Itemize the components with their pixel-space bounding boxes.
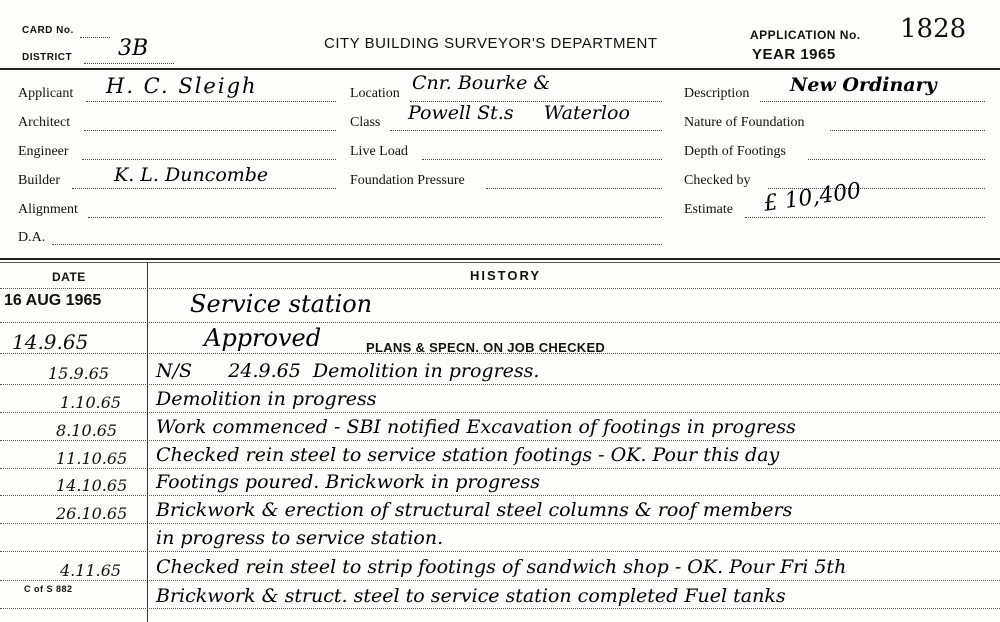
- inspection-stamp: PLANS & SPECN. ON JOB CHECKED: [366, 340, 606, 355]
- history-date: 1.10.65: [60, 393, 122, 412]
- history-entry: Checked rein steel to strip footings of sandwich shop - OK. Pour Fri 5th: [156, 556, 847, 578]
- history-date: 26.10.65: [56, 504, 128, 523]
- date-column-divider: [147, 262, 148, 622]
- engineer-label: Engineer: [18, 144, 69, 159]
- class-label: Class: [350, 115, 381, 130]
- history-entry: Service station: [190, 290, 373, 318]
- history-entry: N/S 24.9.65 Demolition in progress.: [156, 360, 540, 382]
- application-number: 1828: [900, 14, 967, 44]
- estimate-label: Estimate: [684, 202, 733, 217]
- history-header: HISTORY: [470, 268, 542, 283]
- district-value: 3B: [118, 36, 149, 61]
- history-date: 14.9.65: [12, 330, 89, 354]
- history-date: 8.10.65: [56, 421, 118, 440]
- architect-label: Architect: [18, 115, 71, 130]
- applicant-value: H. C. Sleigh: [106, 74, 258, 98]
- history-date: 11.10.65: [56, 449, 128, 468]
- checked-by-label: Checked by: [684, 173, 751, 188]
- history-date: 15.9.65: [48, 364, 110, 383]
- da-label: D.A.: [18, 230, 46, 245]
- class-value: Powell St.s Waterloo: [408, 102, 630, 124]
- history-entry: Brickwork & erection of structural steel columns & roof members: [156, 499, 793, 521]
- history-entry: Work commenced - SBI notified Excavation of footings in progress: [156, 416, 796, 438]
- history-date: 4.11.65: [60, 561, 122, 580]
- history-entry: Demolition in progress: [156, 388, 377, 410]
- history-date: 16 AUG 1965: [4, 292, 102, 309]
- history-divider: [0, 258, 1000, 260]
- applicant-label: Applicant: [18, 86, 74, 101]
- description-label: Description: [684, 86, 750, 101]
- history-entry: Checked rein steel to service station footings - OK. Pour this day: [156, 444, 780, 466]
- live-load-label: Live Load: [350, 144, 408, 159]
- depth-of-footings-label: Depth of Footings: [684, 144, 786, 159]
- application-label: APPLICATION No.: [750, 28, 861, 42]
- estimate-value: £ 10,400: [762, 178, 863, 217]
- district-label: DISTRICT: [22, 52, 73, 63]
- date-header: DATE: [52, 270, 86, 284]
- description-value: New Ordinary: [790, 74, 937, 96]
- history-entry: in progress to service station.: [156, 527, 444, 549]
- alignment-label: Alignment: [18, 202, 78, 217]
- history-entry: Brickwork & struct. steel to service station completed Fuel tanks: [156, 585, 786, 607]
- builder-label: Builder: [18, 173, 60, 188]
- location-value: Cnr. Bourke &: [412, 72, 551, 94]
- department-title: CITY BUILDING SURVEYOR'S DEPARTMENT: [324, 35, 658, 52]
- form-code: C of S 882: [24, 584, 73, 594]
- card-no-label: CARD No.: [22, 25, 74, 36]
- builder-value: K. L. Duncombe: [114, 164, 269, 186]
- nature-of-foundation-label: Nature of Foundation: [684, 115, 805, 130]
- foundation-pressure-label: Foundation Pressure: [350, 173, 465, 188]
- location-label: Location: [350, 86, 400, 101]
- history-entry: Footings poured. Brickwork in progress: [156, 471, 540, 493]
- history-entry: Approved: [204, 324, 322, 352]
- header-divider: [0, 68, 1000, 70]
- year-label: YEAR 1965: [752, 46, 836, 63]
- history-date: 14.10.65: [56, 476, 128, 495]
